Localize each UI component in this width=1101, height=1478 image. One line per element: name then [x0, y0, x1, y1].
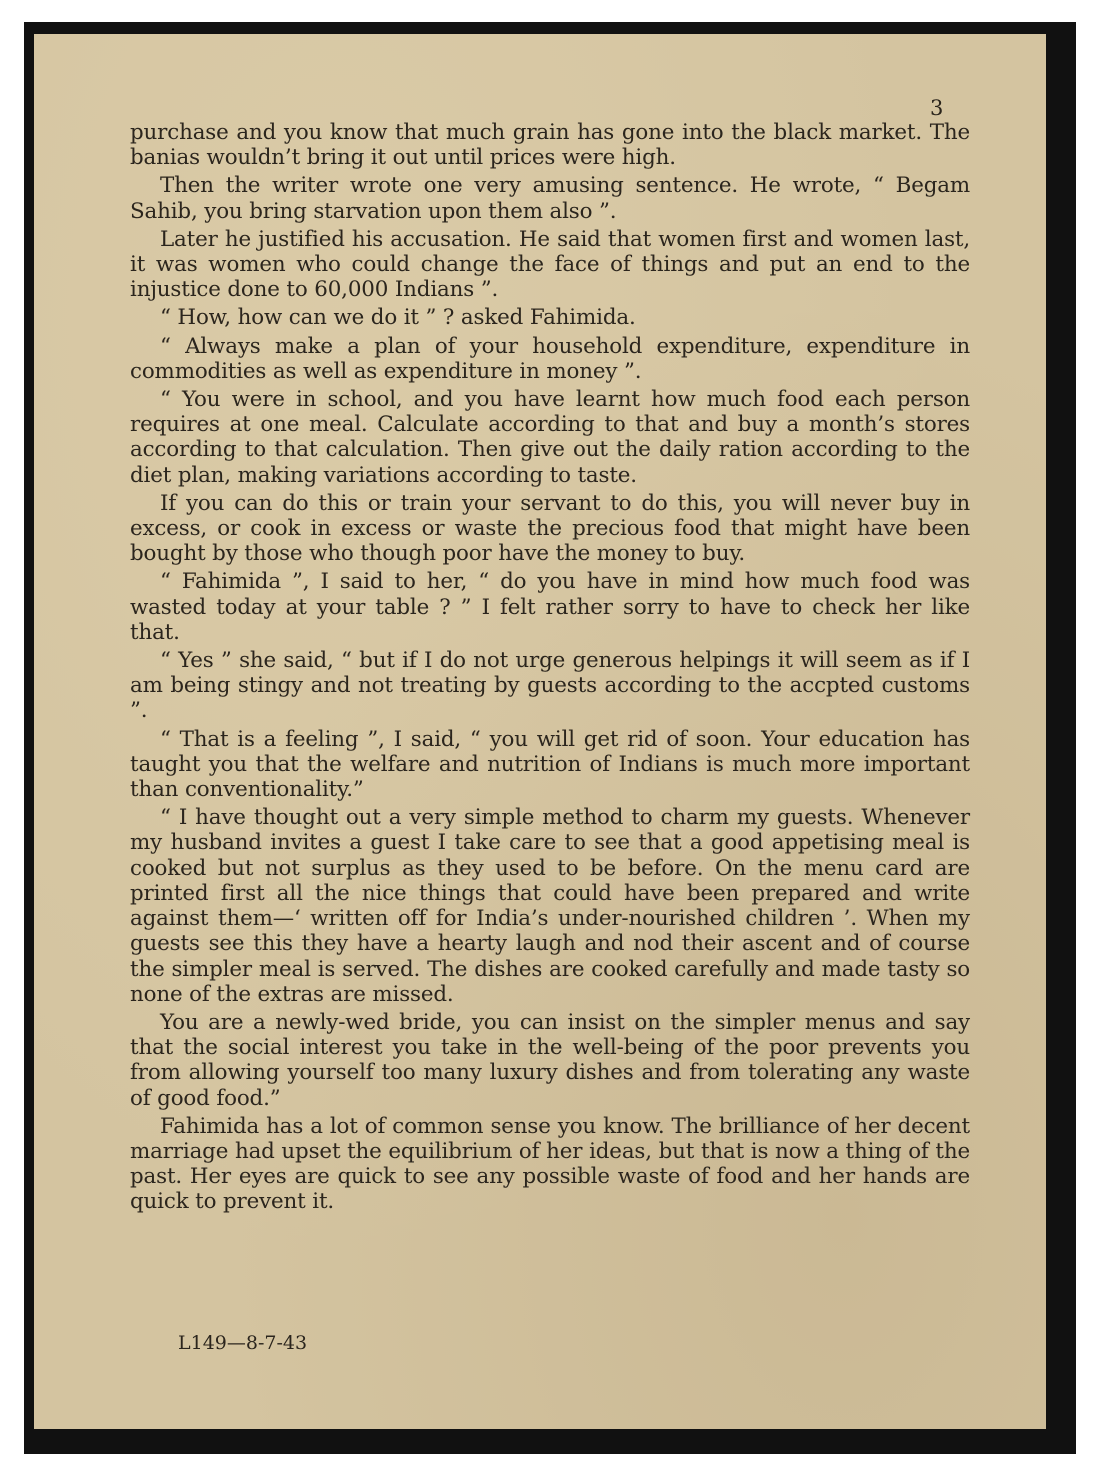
print-code: L149—8-7-43 [178, 1332, 308, 1354]
paragraph: Later he justified his accusation. He said that women first and women last, it was women who could change the face of things and put an end to the injustice done to 60,000 Indians ”. [130, 226, 970, 303]
paragraph: If you can do this or train your servant to do this, you will never buy in excess, or cook in excess or waste the precious food that might have been bought by those who though poor have the money to buy. [130, 490, 970, 567]
paragraph: “ You were in school, and you have learnt how much food each person requires at one meal. Calculate according to that and buy a month’s stores according to that calculation. Then give out the daily ration according to the diet plan, making variations according to taste. [130, 387, 970, 488]
paragraph: “ Always make a plan of your household expenditure, expenditure in commodities as well as expenditure in money ”. [130, 333, 970, 384]
paragraph: “ How, how can we do it ” ? asked Fahimida. [160, 305, 636, 331]
paragraph: You are a newly-wed bride, you can insist on the simpler menus and say that the social interest you take in the well-being of the poor prevents you from allowing yourself too many luxury dishes and from tolerating any waste of good food.” [130, 1009, 970, 1111]
paragraph: “ Yes ” she said, “ but if I do not urge generous helpings it will seem as if I am being stingy and not treating by guests according to the accpted customs ”. [130, 648, 970, 724]
paragraph: purchase and you know that much grain has gone into the black market. The banias wouldn’t bring it out until prices were high. [130, 120, 970, 171]
paragraph: “ That is a feeling ”, I said, “ you will get rid of soon. Your education has taught you that the welfare and nutrition of Indians is much more important than conventionality.” [130, 726, 970, 803]
paragraph: “ I have thought out a very simple method to charm my guests. Whenever my husband invites a guest I take care to see that a good appetising meal is cooked but not surplus as they used to be before. On the menu card are printed first all the nice things that could have been prepared and write against them—‘ written off for India’s under-nourished children ’. When my guests see this they have a hearty laugh and nod their ascent and of course the simpler meal is served. The dishes are cooked carefully and made tasty so none of the extras are missed. [130, 805, 970, 1007]
paragraph: Then the writer wrote one very amusing sentence. He wrote, “ Begam Sahib, you bring starvation upon them also ”. [130, 173, 970, 224]
paragraph: “ Fahimida ”, I said to her, “ do you have in mind how much food was wasted today at your table ? ” I felt rather sorry to have to check her like that. [130, 569, 970, 645]
paragraph: Fahimida has a lot of common sense you know. The brilliance of her decent marriage had upset the equilibrium of her ideas, but that is now a thing of the past. Her eyes are quick to see any possible waste of food and her hands are quick to prevent it. [130, 1113, 970, 1215]
page-number: 3 [930, 96, 944, 120]
document-page [34, 34, 1046, 1429]
body-text [130, 120, 970, 1215]
